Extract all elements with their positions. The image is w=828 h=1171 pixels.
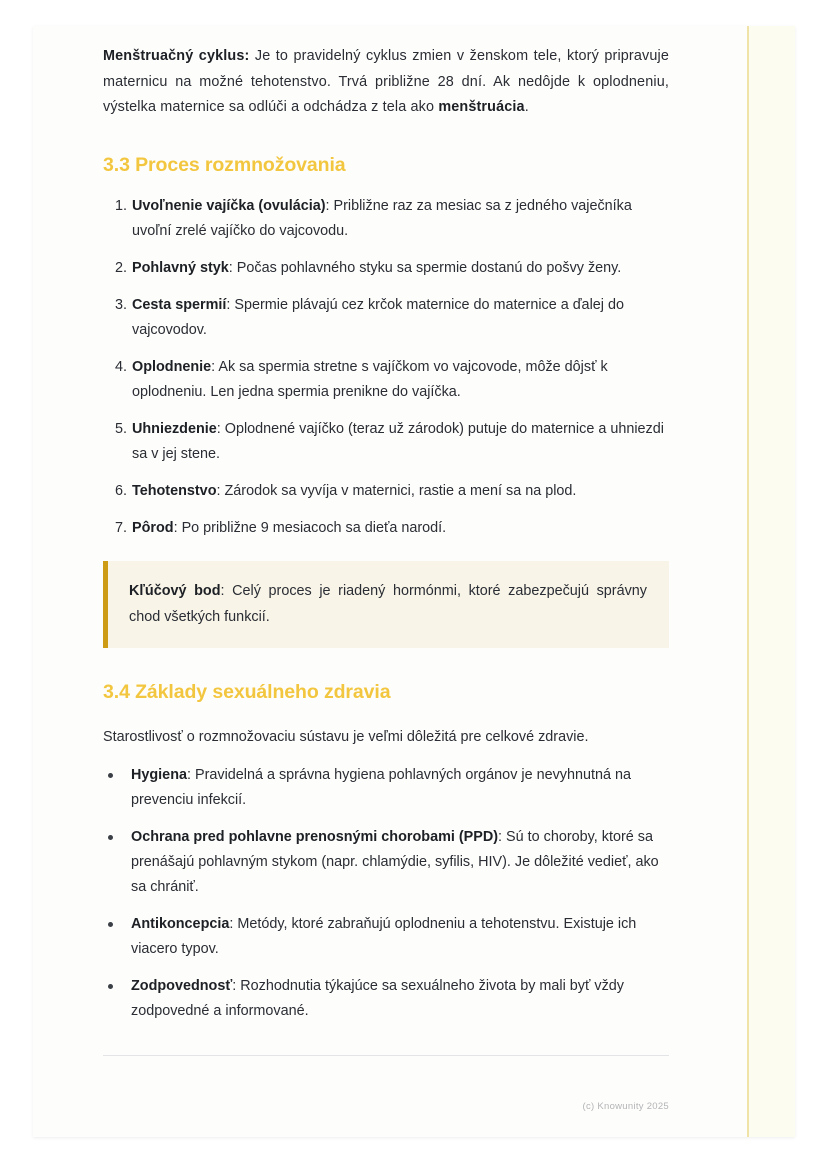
- list-item-term: Antikoncepcia: [131, 915, 230, 932]
- list-marker: 4.: [114, 358, 127, 375]
- list-item: [103, 974, 669, 1024]
- list-item-term: Pohlavný styk: [132, 259, 229, 276]
- key-point-callout: [103, 561, 669, 648]
- intro-end-punctuation: .: [524, 99, 529, 115]
- intro-end-term: menštruácia: [438, 99, 525, 115]
- page-right-accent-strip: [749, 26, 795, 1137]
- list-item-text: : Pravidelná a správna hygiena pohlavných orgánov je nevyhnutná na prevenciu infekcií.: [131, 766, 632, 808]
- process-steps-list: [103, 178, 669, 541]
- list-item: [103, 355, 669, 405]
- list-item-term: Hygiena: [131, 766, 187, 783]
- list-item-text: : Metódy, ktoré zabraňujú oplodneniu a tehotenstvu. Existuje ich viacero typov.: [131, 915, 637, 957]
- list-item: [103, 256, 669, 281]
- list-item-text: : Približne raz za mesiac sa z jedného vaječníka uvoľní zrelé vajíčko do vajcovodu.: [132, 197, 632, 239]
- bullet-dot-icon: [108, 835, 113, 840]
- section-heading-3-3: 3.3 Proces rozmnožovania: [103, 153, 346, 176]
- list-item-term: Tehotenstvo: [132, 482, 217, 499]
- intro-body-text: Je to pravidelný cyklus zmien v ženskom tele, ktorý pripravuje maternicu na možné tehotenstvo. Trvá približne 28 dní. Ak nedôjde k oplodneniu, výstelka maternice sa odlúči a odchádza z tela ako: [103, 48, 669, 115]
- list-item: [103, 417, 669, 467]
- sexual-health-bullets-list: [103, 750, 669, 1024]
- list-item: [103, 825, 669, 900]
- section-heading-3-4: 3.4 Základy sexuálneho zdravia: [103, 680, 391, 703]
- page-content: [103, 26, 669, 1056]
- list-item-term: Zodpovednosť: [131, 977, 233, 994]
- footer-divider: [103, 1055, 669, 1056]
- list-item-text: : Zárodok sa vyvíja v maternici, rastie a mení sa na plod.: [216, 482, 577, 499]
- page-footer-copyright: (c) Knowunity 2025: [582, 1101, 669, 1112]
- list-item: [103, 479, 669, 504]
- list-item: [103, 516, 669, 541]
- document-page: [33, 26, 795, 1137]
- list-marker: 6.: [114, 482, 127, 499]
- list-marker: 1.: [114, 197, 127, 214]
- intro-paragraph: [103, 26, 669, 121]
- list-marker: 7.: [114, 519, 127, 536]
- callout-term: Kľúčový bod: [129, 582, 221, 599]
- callout-body: : Celý proces je riadený hormónmi, ktoré zabezpečujú správny chod všetkých funkcií.: [129, 582, 647, 625]
- list-item-term: Cesta spermií: [132, 296, 227, 313]
- bullet-dot-icon: [108, 922, 113, 927]
- bullet-dot-icon: [108, 984, 113, 989]
- list-item-term: Ochrana pred pohlavne prenosnými chorobami (PPD): [131, 828, 499, 845]
- list-item-text: : Oplodnené vajíčko (teraz už zárodok) putuje do maternice a uhniezdi sa v jej stene.: [132, 420, 664, 462]
- page-right-accent-rule: [747, 26, 749, 1137]
- list-item: [103, 293, 669, 343]
- list-item-text: : Ak sa spermia stretne s vajíčkom vo vajcovode, môže dôjsť k oplodneniu. Len jedna spermia prenikne do vajíčka.: [132, 358, 608, 400]
- list-item: [103, 912, 669, 962]
- list-item-term: Uvoľnenie vajíčka (ovulácia): [132, 197, 326, 214]
- list-marker: 2.: [114, 259, 127, 276]
- list-marker: 3.: [114, 296, 127, 313]
- list-item-term: Uhniezdenie: [132, 420, 217, 437]
- list-item-text: : Sú to choroby, ktoré sa prenášajú pohlavným stykom (napr. chlamýdie, syfilis, HIV). Je dôležité vedieť, ako sa chrániť.: [131, 828, 659, 895]
- intro-lead-term: Menštruačný cyklus:: [103, 48, 250, 64]
- list-item-text: : Po približne 9 mesiacoch sa dieťa narodí.: [173, 519, 447, 536]
- list-item-text: : Počas pohlavného styku sa spermie dostanú do pošvy ženy.: [228, 259, 622, 276]
- list-marker: 5.: [114, 420, 127, 437]
- bullet-dot-icon: [108, 773, 113, 778]
- list-item-term: Oplodnenie: [132, 358, 212, 375]
- list-item: [103, 194, 669, 244]
- list-item-text: : Spermie plávajú cez krčok maternice do maternice a ďalej do vajcovodov.: [132, 296, 624, 338]
- callout-text: [129, 578, 647, 630]
- list-item-text: : Rozhodnutia týkajúce sa sexuálneho života by mali byť vždy zodpovedné a informované.: [131, 977, 624, 1019]
- list-item: [103, 763, 669, 813]
- section-3-4-lead-paragraph: Starostlivosť o rozmnožovaciu sústavu je veľmi dôležitá pre celkové zdravie.: [103, 728, 589, 745]
- list-item-term: Pôrod: [132, 519, 174, 536]
